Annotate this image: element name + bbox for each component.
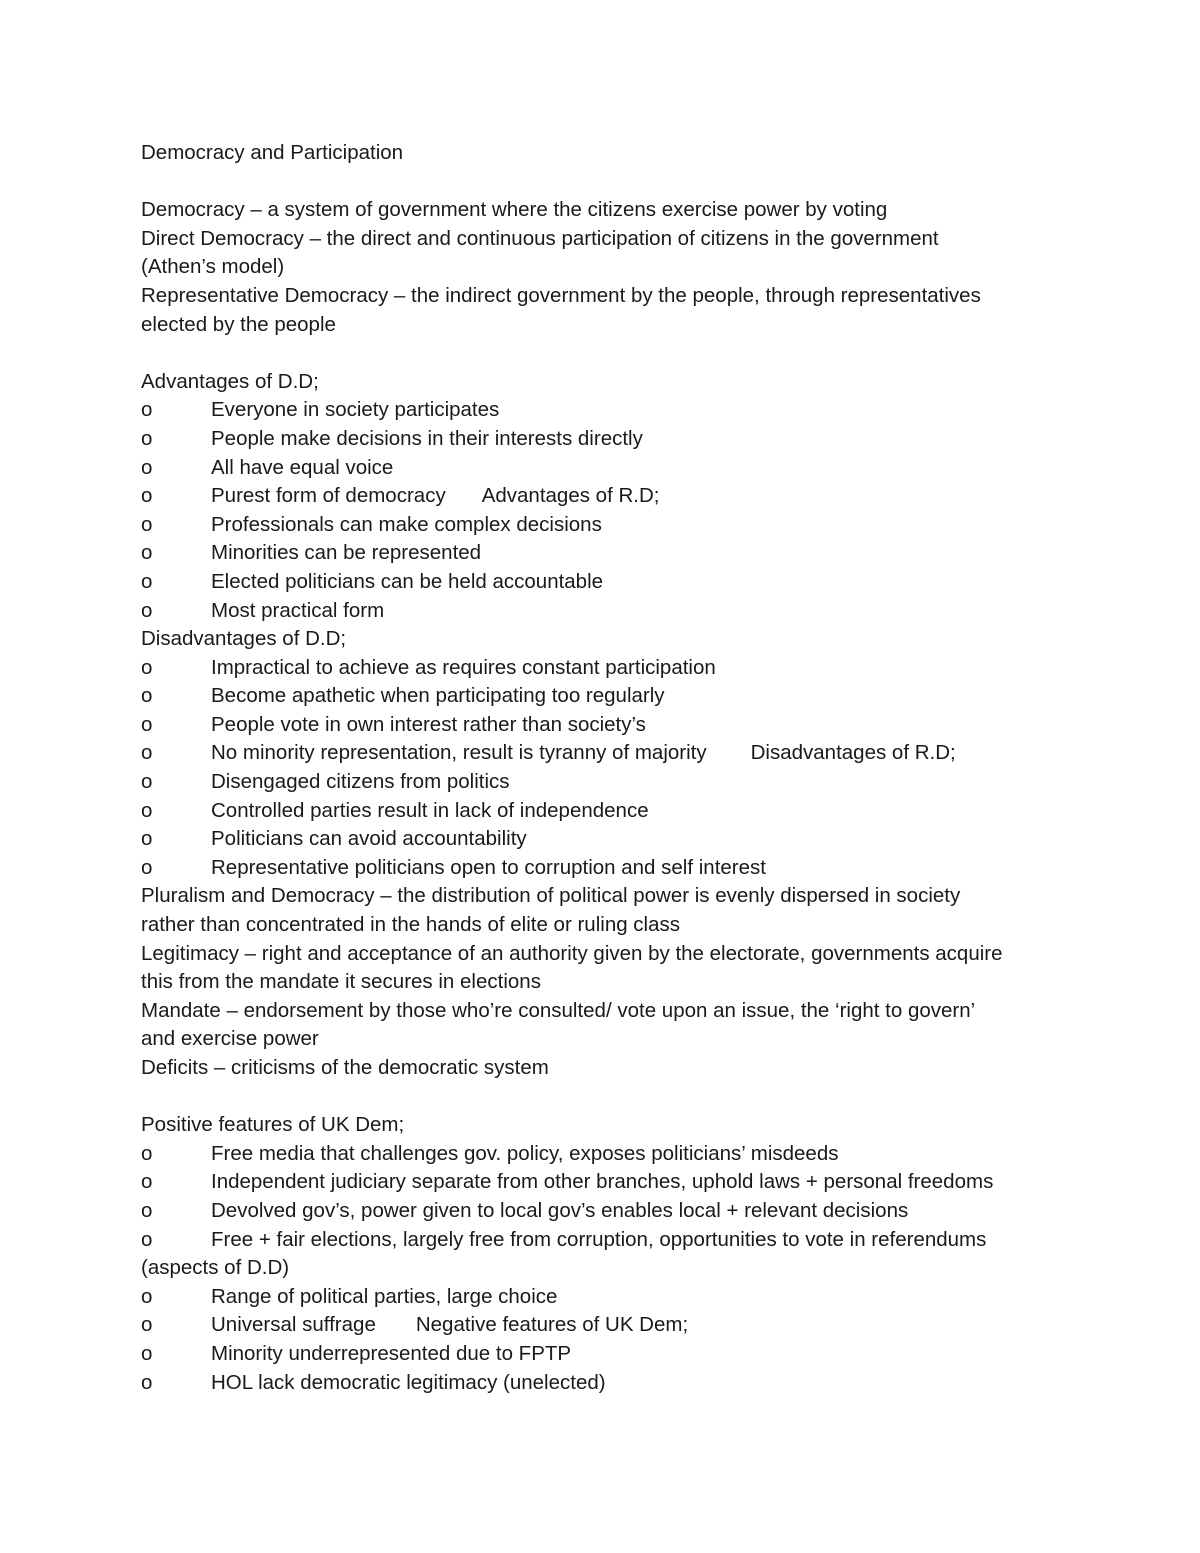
bullet-marker: o	[141, 1313, 153, 1337]
bullet-marker: o	[141, 541, 153, 565]
bullet-marker: o	[141, 1170, 153, 1194]
bullet-marker: o	[141, 741, 153, 765]
list-item	[141, 396, 1101, 425]
section-heading-uk-positive: Positive features of UK Dem;	[141, 1113, 405, 1137]
list-item	[141, 1140, 1101, 1169]
list-item	[141, 1197, 1101, 1226]
definition-line: Representative Democracy – the indirect government by the people, through representatives	[141, 283, 981, 307]
list-item	[141, 1168, 1101, 1197]
bullet-marker: o	[141, 1198, 153, 1222]
list-item	[141, 597, 1101, 626]
bullet-marker: o	[141, 455, 153, 479]
list-item-text: Politicians can avoid accountability	[211, 827, 527, 851]
list-item-text: Elected politicians can be held accountable	[211, 569, 604, 593]
bullet-marker: o	[141, 1227, 153, 1251]
list-item-text: People make decisions in their interests directly	[211, 426, 643, 450]
list-item	[141, 539, 1101, 568]
list-item	[141, 739, 1101, 768]
bullet-marker: o	[141, 827, 153, 851]
definition-line: Democracy – a system of government where the citizens exercise power by voting	[141, 198, 888, 222]
definition-line: Direct Democracy – the direct and continuous participation of citizens in the government	[141, 226, 939, 250]
list-item-text: Become apathetic when participating too regularly	[211, 684, 665, 708]
bullet-marker: o	[141, 855, 153, 879]
spacer	[141, 168, 1101, 197]
list-item-text: Free + fair elections, largely free from corruption, opportunities to vote in referendums	[211, 1227, 987, 1251]
section-heading-adv-dd: Advantages of D.D;	[141, 369, 319, 393]
list-item-text: Disengaged citizens from politics	[211, 770, 510, 794]
list-item-text: Impractical to achieve as requires constant participation	[211, 655, 716, 679]
section-heading-adv-rd: Advantages of R.D;	[481, 484, 660, 508]
list-item	[141, 425, 1101, 454]
bullet-marker: o	[141, 484, 153, 508]
list-item-text: Representative politicians open to corruption and self interest	[211, 855, 766, 879]
bullet-marker: o	[141, 770, 153, 794]
list-item	[141, 825, 1101, 854]
term-line: this from the mandate it secures in elections	[141, 970, 541, 994]
list-item-text: Most practical form	[211, 598, 385, 622]
spacer	[141, 1083, 1101, 1112]
section-heading-disadv-rd: Disadvantages of R.D;	[750, 741, 956, 765]
bullet-marker: o	[141, 1370, 153, 1394]
page-title: Democracy and Participation	[141, 141, 404, 164]
bullet-marker: o	[141, 398, 153, 422]
bullet-marker: o	[141, 1341, 153, 1365]
list-item	[141, 454, 1101, 483]
bullet-marker: o	[141, 798, 153, 822]
bullet-marker: o	[141, 512, 153, 536]
term-line: Deficits – criticisms of the democratic system	[141, 1056, 549, 1079]
list-item	[141, 511, 1101, 540]
list-item-text: Free media that challenges gov. policy, exposes politicians’ misdeeds	[211, 1141, 839, 1165]
term-line: Mandate – endorsement by those who’re consulted/ vote upon an issue, the ‘right to govern’	[141, 998, 976, 1022]
list-item	[141, 768, 1101, 797]
term-line: and exercise power	[141, 1027, 319, 1051]
bullet-marker: o	[141, 426, 153, 450]
list-item	[141, 1226, 1101, 1255]
list-item-text: Minority underrepresented due to FPTP	[211, 1341, 572, 1365]
list-item	[141, 1340, 1101, 1369]
list-item-text: Minorities can be represented	[211, 541, 482, 565]
spacer	[141, 339, 1101, 368]
list-item-text: Devolved gov’s, power given to local gov’s enables local + relevant decisions	[211, 1198, 909, 1222]
list-item	[141, 682, 1101, 711]
list-item-text: Professionals can make complex decisions	[211, 512, 602, 536]
list-item	[141, 854, 1101, 883]
list-item-text: Universal suffrage	[211, 1313, 376, 1337]
term-line: Legitimacy – right and acceptance of an authority given by the electorate, governments acquire	[141, 941, 1003, 965]
list-item-text: Independent judiciary separate from other branches, uphold laws + personal freedoms	[211, 1170, 994, 1194]
list-item	[141, 482, 1101, 511]
list-item	[141, 568, 1101, 597]
definition-line: elected by the people	[141, 312, 336, 336]
document-page	[141, 139, 1101, 1397]
list-item-text: Everyone in society participates	[211, 398, 500, 422]
list-item-text: No minority representation, result is tyranny of majority	[211, 741, 707, 765]
list-item	[141, 1311, 1101, 1340]
list-item	[141, 654, 1101, 683]
bullet-marker: o	[141, 598, 153, 622]
list-item-continuation: (aspects of D.D)	[141, 1256, 290, 1280]
term-line: Pluralism and Democracy – the distribution of political power is evenly dispersed in society	[141, 884, 961, 908]
bullet-marker: o	[141, 712, 153, 736]
list-item-text: Controlled parties result in lack of independence	[211, 798, 649, 822]
bullet-marker: o	[141, 1284, 153, 1308]
bullet-marker: o	[141, 655, 153, 679]
section-heading-disadv-dd: Disadvantages of D.D;	[141, 627, 347, 651]
term-line: rather than concentrated in the hands of elite or ruling class	[141, 913, 681, 937]
list-item	[141, 1369, 1101, 1398]
bullet-marker: o	[141, 569, 153, 593]
list-item-text: All have equal voice	[211, 455, 394, 479]
section-heading-uk-negative: Negative features of UK Dem;	[415, 1313, 689, 1337]
list-item-text: HOL lack democratic legitimacy (unelected)	[211, 1370, 606, 1394]
bullet-marker: o	[141, 1141, 153, 1165]
list-item	[141, 711, 1101, 740]
list-item-text: Purest form of democracy	[211, 484, 446, 508]
definition-line: (Athen’s model)	[141, 255, 285, 279]
bullet-marker: o	[141, 684, 153, 708]
list-item-text: People vote in own interest rather than society’s	[211, 712, 646, 736]
list-item-text: Range of political parties, large choice	[211, 1284, 558, 1308]
list-item	[141, 797, 1101, 826]
list-item	[141, 1283, 1101, 1312]
